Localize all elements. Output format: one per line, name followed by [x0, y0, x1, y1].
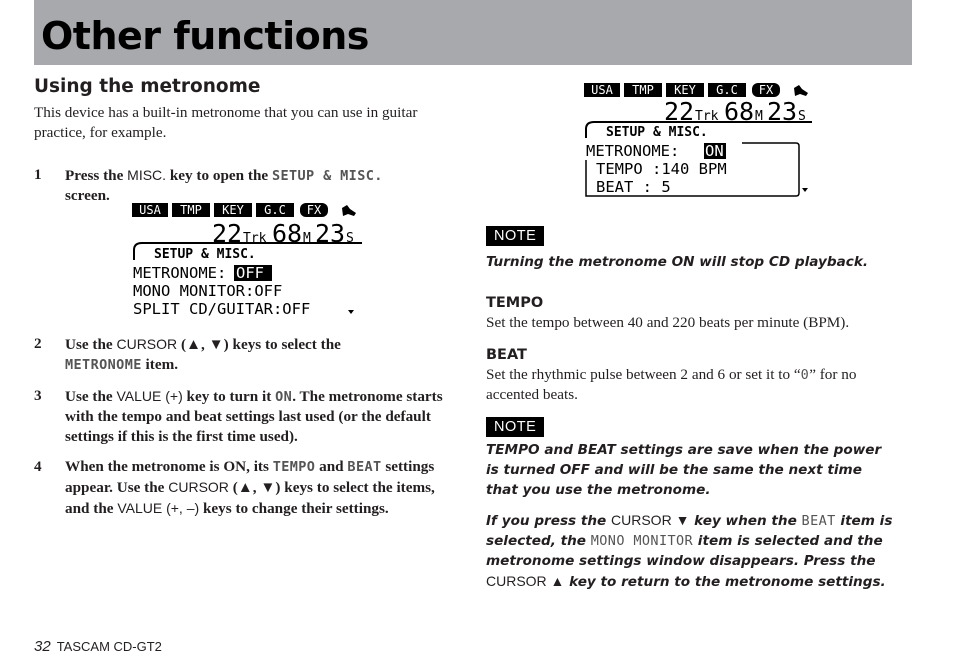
svg-text:M: M	[303, 231, 311, 246]
svg-text:23: 23	[315, 219, 346, 248]
lcd-tab: G.C	[264, 203, 286, 217]
note-text: Turning the metronome ON will stop CD playback.	[486, 254, 869, 270]
lcd-tab: FX	[758, 83, 774, 97]
key-name: MISC.	[127, 167, 167, 183]
lcd-tab: FX	[306, 203, 322, 217]
svg-text:S: S	[798, 109, 806, 124]
note-text: If you press the CURSOR ▼ key when the BEAT item is selected, the MONO MONITOR item is selected and the metronome settings window disappears. Press the CURSOR ▲ key to return to the metronome settings.	[486, 512, 893, 590]
key-name: VALUE (+)	[116, 388, 183, 404]
product-name: TASCAM CD-GT2	[56, 639, 162, 654]
step-4: 4 When the metronome is ON, its TEMPO and BEAT settings appear. Use the CURSOR (▲, ▼) keys to select the items, and the VALUE (+, –) keys to change their settings.	[34, 458, 435, 517]
page-footer	[34, 638, 162, 655]
item-name: TEMPO	[272, 459, 316, 475]
step-number: 1	[34, 166, 42, 183]
lcd-beat-line: BEAT : 5	[596, 178, 671, 196]
page-title: Other functions	[41, 14, 369, 58]
lcd-tab: KEY	[674, 83, 696, 97]
lcd-metronome-label: METRONOME:	[586, 142, 680, 160]
lcd-screen-metronome-off	[132, 202, 364, 320]
lcd-tab: G.C	[716, 83, 738, 97]
item-name: BEAT	[347, 459, 382, 475]
key-name: VALUE (+, –)	[117, 500, 200, 516]
value-name: ON	[275, 389, 293, 405]
step-number: 4	[34, 458, 42, 475]
lcd-menu-title: SETUP & MISC.	[606, 125, 708, 140]
title-banner	[34, 0, 912, 65]
lcd-tab: TMP	[632, 83, 654, 97]
beat-heading: BEAT	[486, 347, 527, 363]
steps-continued	[34, 334, 459, 519]
svg-text:Trk: Trk	[695, 109, 719, 124]
key-name: CURSOR	[168, 479, 229, 495]
lcd-menu-title: SETUP & MISC.	[154, 247, 256, 262]
tempo-heading: TEMPO	[486, 295, 544, 311]
step-2: 2 Use the CURSOR (▲, ▼) keys to select the METRONOME item.	[34, 335, 341, 373]
svg-text:S: S	[346, 231, 354, 246]
svg-text:Trk: Trk	[243, 231, 267, 246]
lcd-tab-row	[584, 83, 808, 97]
guitar-icon	[342, 205, 356, 216]
right-column	[486, 226, 916, 592]
lcd-tab: USA	[591, 83, 613, 97]
svg-text:22: 22	[212, 219, 243, 248]
svg-text:23: 23	[767, 97, 798, 126]
lcd-tab-row	[132, 203, 356, 217]
step-3: 3 Use the VALUE (+) key to turn it ON. The metronome starts with the tempo and beat settings last used (or the default settings if this is the first time used).	[34, 387, 443, 445]
lcd-tab: KEY	[222, 203, 244, 217]
scroll-down-icon	[348, 310, 354, 314]
lcd-metronome-label: METRONOME:	[133, 264, 227, 282]
note-badge: NOTE	[486, 226, 544, 246]
scroll-down-icon	[802, 188, 808, 192]
lcd-screen-metronome-on	[584, 82, 816, 200]
step-1: 1 Press the MISC. key to open the SETUP & MISC. screen.	[34, 166, 383, 204]
lcd-tab: TMP	[180, 203, 202, 217]
svg-text:68: 68	[272, 219, 303, 248]
beat-description: Set the rhythmic pulse between 2 and 6 or set it to “0” for no accented beats.	[486, 366, 857, 403]
key-name: CURSOR	[116, 336, 178, 352]
note-badge: NOTE	[486, 417, 544, 437]
left-column	[34, 72, 459, 206]
key-name: CURSOR ▼	[611, 512, 690, 528]
item-name: METRONOME	[65, 357, 142, 373]
lcd-metronome-value: OFF	[236, 264, 264, 282]
svg-text:M: M	[755, 109, 763, 124]
screen-name: SETUP & MISC.	[271, 168, 383, 184]
item-name: BEAT	[801, 513, 836, 529]
note-text: TEMPO and BEAT settings are save when the power is turned OFF and will be the same the next time that you use the metronome.	[486, 442, 882, 498]
lcd-metronome-value: ON	[705, 142, 724, 160]
svg-text:22: 22	[664, 97, 695, 126]
step-number: 3	[34, 387, 42, 404]
svg-text:68: 68	[724, 97, 755, 126]
tempo-description: Set the tempo between 40 and 220 beats per minute (BPM).	[486, 314, 850, 331]
lcd-tab: USA	[139, 203, 161, 217]
section-heading: Using the metronome	[34, 76, 261, 97]
step-number: 2	[34, 335, 42, 352]
lcd-mono-monitor: MONO MONITOR:OFF	[133, 282, 283, 300]
lcd-tempo-line: TEMPO :140 BPM	[596, 160, 727, 178]
page-number: 32	[34, 638, 51, 655]
item-name: MONO MONITOR	[590, 533, 694, 549]
guitar-icon	[794, 85, 808, 96]
key-name: CURSOR ▲	[486, 573, 565, 589]
intro-paragraph: This device has a built-in metronome that you can use in guitar practice, for example.	[34, 104, 418, 141]
lcd-split-cd-guitar: SPLIT CD/GUITAR:OFF	[133, 300, 311, 318]
